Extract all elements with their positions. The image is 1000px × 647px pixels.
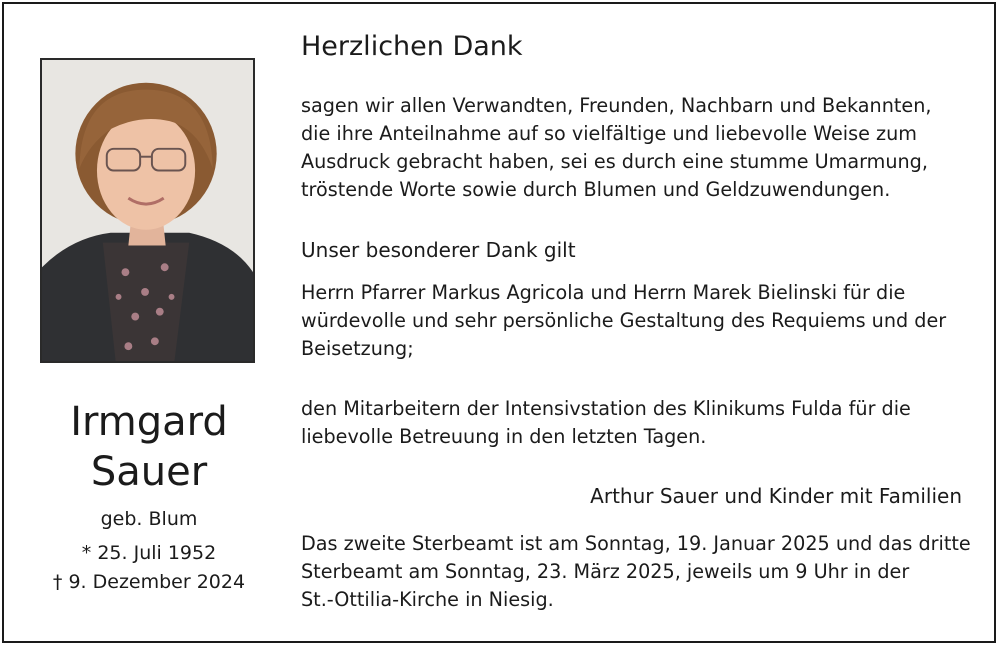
text-line: sagen wir allen Verwandten, Freunden, Nachbarn und Bekannten, (301, 94, 932, 117)
special-thanks-heading: Unser besonderer Dank gilt (301, 238, 576, 262)
birth-date: * 25. Juli 1952 (81, 542, 217, 564)
text-line: Sterbeamt am Sonntag, 23. März 2025, jeweils um 9 Uhr in der (301, 560, 910, 583)
text-line: Ausdruck gebracht haben, sei es durch eine stumme Umarmung, (301, 150, 928, 173)
page-title: Herzlichen Dank (301, 31, 523, 62)
text-line: tröstende Worte sowie durch Blumen und Geldzuwendungen. (301, 178, 891, 201)
last-name: Sauer (90, 449, 208, 495)
death-date: † 9. Dezember 2024 (52, 571, 246, 593)
signature: Arthur Sauer und Kinder mit Familien (590, 484, 962, 508)
first-name: Irmgard (70, 399, 228, 445)
text-line: würdevolle und sehr persönliche Gestaltung des Requiems und der (301, 309, 947, 332)
text-line: die ihre Anteilnahme auf so vielfältige und liebevolle Weise zum (301, 122, 917, 145)
text-line: Beisetzung; (301, 337, 414, 360)
thanks-clergy-paragraph (301, 279, 946, 363)
text-line: Das zweite Sterbeamt ist am Sonntag, 19. Januar 2025 und das dritte (301, 532, 971, 555)
intro-paragraph (301, 92, 931, 204)
service-paragraph (301, 530, 971, 614)
text-line: den Mitarbeitern der Intensivstation des Klinikums Fulda für die (301, 397, 911, 420)
obituary-card (2, 2, 996, 643)
text-line: St.-Ottilia-Kirche in Niesig. (301, 588, 554, 611)
portrait-photo (40, 58, 255, 363)
birth-name: geb. Blum (100, 508, 198, 530)
text-line: Herrn Pfarrer Markus Agricola und Herrn Marek Bielinski für die (301, 281, 906, 304)
thanks-staff-paragraph (301, 395, 911, 451)
text-line: liebevolle Betreuung in den letzten Tagen. (301, 425, 707, 448)
